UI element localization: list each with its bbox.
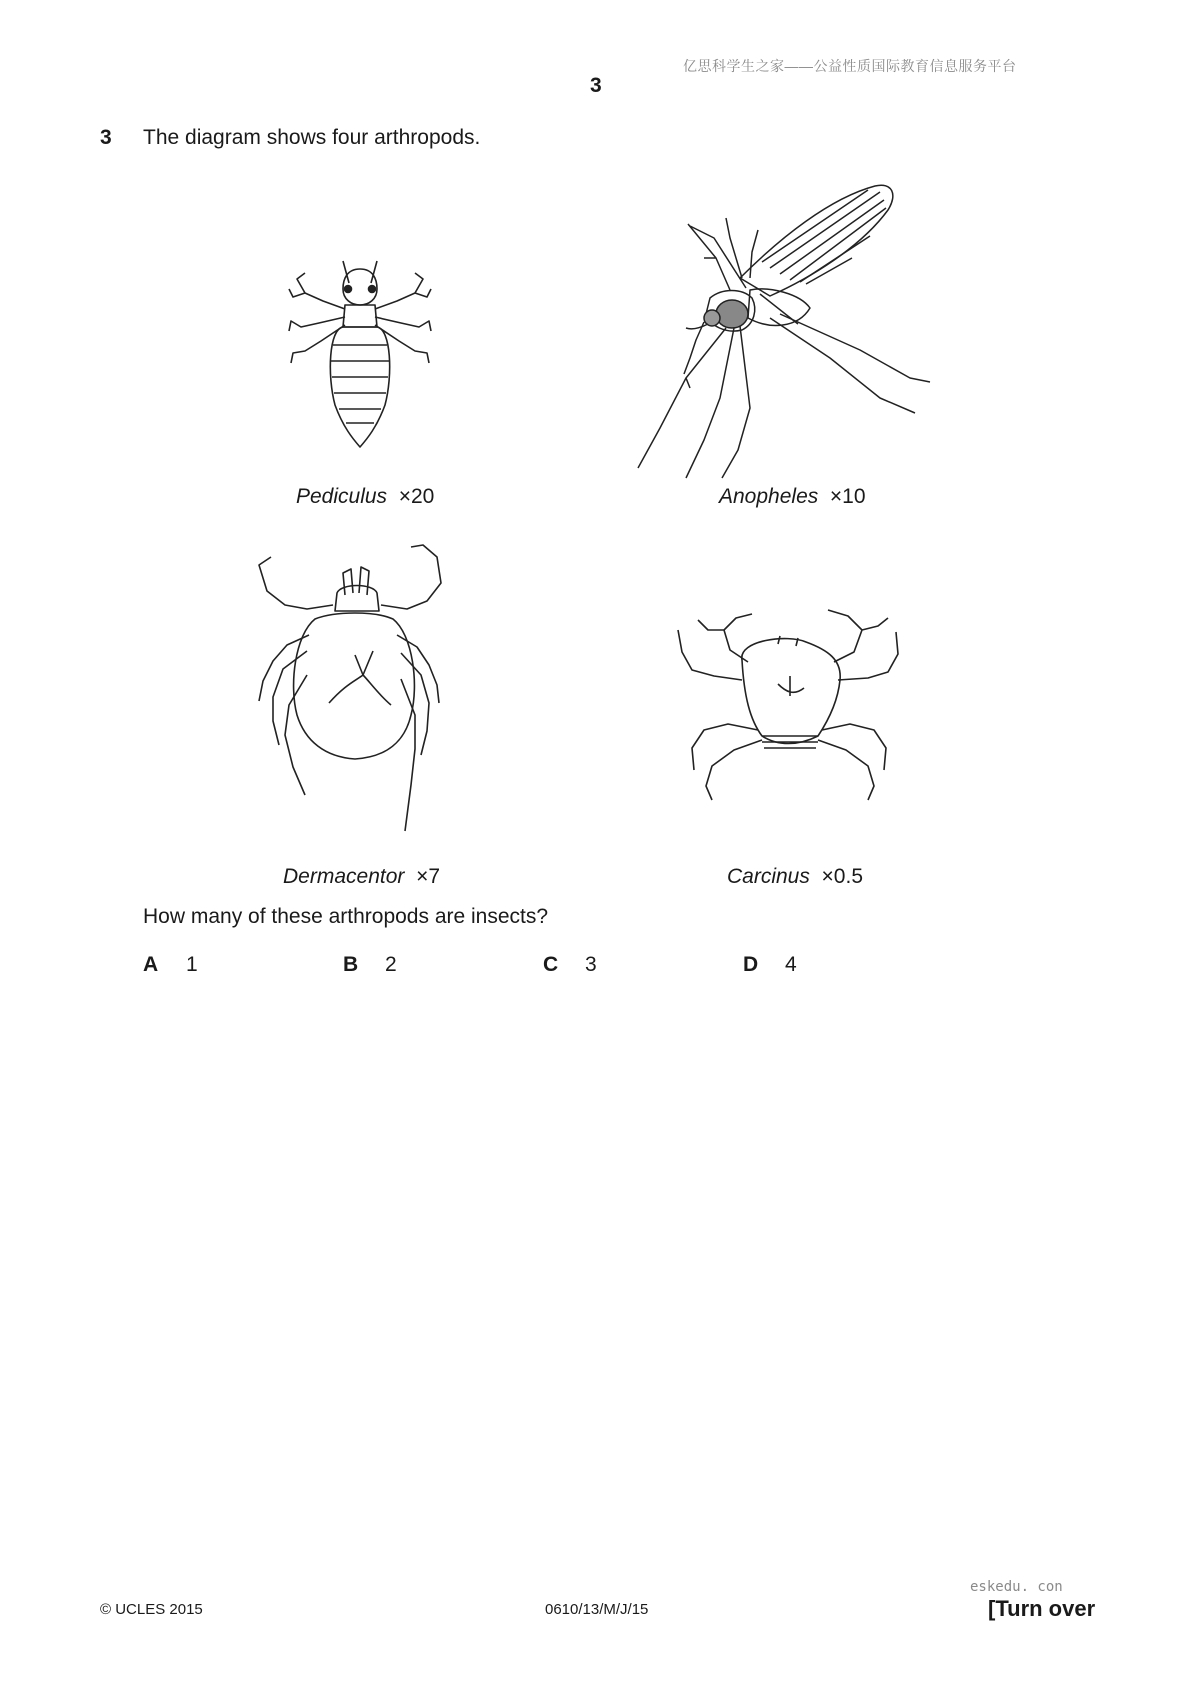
option-d-value[interactable]: 4 [785, 953, 797, 976]
option-c-letter[interactable]: C [543, 953, 559, 976]
caption-carcinus [727, 865, 863, 889]
option-b-letter[interactable]: B [343, 953, 359, 976]
caption-anopheles [719, 485, 866, 509]
question-prompt: How many of these arthropods are insects? [143, 905, 549, 928]
organism-name: Carcinus [727, 865, 810, 888]
organism-name: Dermacentor [283, 865, 405, 888]
organism-name: Anopheles [719, 485, 819, 508]
footer-copyright: © UCLES 2015 [100, 1601, 203, 1618]
dermacentor-figure [245, 535, 475, 840]
header-watermark: 亿思科学生之家——公益性质国际教育信息服务平台 [683, 58, 1017, 74]
question-stem: The diagram shows four arthropods. [143, 126, 481, 149]
caption-dermacentor [283, 865, 440, 889]
carcinus-figure [678, 600, 898, 805]
option-a-value[interactable]: 1 [186, 953, 198, 976]
magnification: ×0.5 [821, 865, 864, 888]
option-d-letter[interactable]: D [743, 953, 759, 976]
turn-over-label: [Turn over [988, 1596, 1096, 1621]
footer-watermark: eskedu. con [970, 1579, 1063, 1595]
caption-pediculus [296, 485, 434, 509]
option-b-value[interactable]: 2 [385, 953, 397, 976]
anopheles-figure [630, 178, 960, 478]
option-a-letter[interactable]: A [143, 953, 159, 976]
magnification: ×20 [398, 485, 435, 508]
question-number: 3 [100, 126, 112, 149]
magnification: ×10 [829, 485, 866, 508]
option-c-value[interactable]: 3 [585, 953, 597, 976]
organism-name: Pediculus [296, 485, 388, 508]
footer-paper-code: 0610/13/M/J/15 [545, 1601, 649, 1618]
pediculus-figure [285, 255, 435, 455]
page-number: 3 [590, 74, 602, 97]
magnification: ×7 [416, 865, 441, 888]
